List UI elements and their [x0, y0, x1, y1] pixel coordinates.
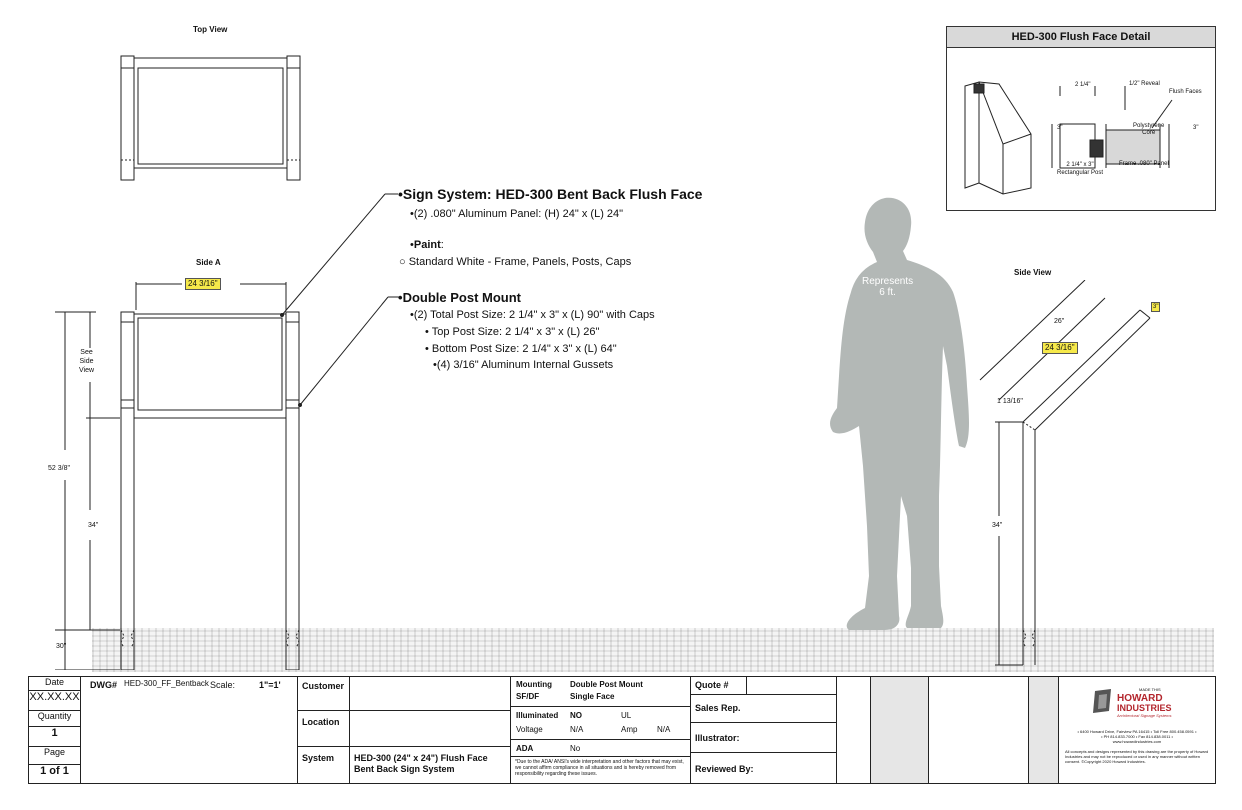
reviewed-cell: [691, 753, 837, 783]
detail-core-label: Polystyrene Core: [1133, 123, 1165, 136]
side-view-cap-dimension: 3": [1153, 304, 1159, 310]
howard-logo-mark: [1091, 689, 1113, 713]
ada-label: ADA: [516, 744, 534, 753]
sales-rep-cell: [691, 695, 837, 723]
paint-label: •Paint:: [410, 239, 444, 251]
side-view-offset-dimension: 1 13/16": [997, 398, 1023, 405]
company-logo-block: [1059, 677, 1215, 783]
sign-system-heading: •Sign System: HED-300 Bent Back Flush Face: [398, 186, 703, 202]
bottom-post-spec: • Bottom Post Size: 2 1/4" x 3" x (L) 64": [425, 343, 617, 355]
ada-value: No: [570, 744, 581, 753]
side-view-panel-dimension: 24 3/16": [1042, 342, 1078, 354]
quantity-label: Quantity: [29, 711, 81, 727]
flush-face-detail-panel: [946, 26, 1216, 211]
scale-label: Scale:: [210, 680, 236, 690]
logo-name-2: INDUSTRIES: [1117, 703, 1172, 713]
see-side-view-note: See Side View: [79, 349, 95, 374]
silhouette-label: Represents 6 ft.: [862, 276, 914, 298]
detail-height-left: 3": [1057, 125, 1063, 131]
bury-depth-dimension: 30": [56, 643, 67, 650]
system-label: System: [302, 753, 335, 763]
gussets-spec: •(4) 3/16" Aluminum Internal Gussets: [433, 359, 614, 371]
customer-field[interactable]: [350, 677, 511, 711]
sfdf-value: Single Face: [570, 692, 615, 701]
callout-leaders: [270, 185, 410, 415]
reviewed-label: Reviewed By:: [695, 764, 754, 774]
logo-top-text: MADE THIS: [1139, 687, 1161, 692]
mounting-value: Double Post Mount: [570, 680, 643, 689]
quantity-value: 1: [29, 727, 81, 747]
quote-field[interactable]: [747, 677, 837, 695]
copyright-notice: All concepts and designs represented by this drawing are the property of Howard Industries and may not be reproduced or used in any manner without written consent. ©Copyright 2020 Howard Industries.: [1065, 749, 1209, 764]
illustrator-cell: [691, 723, 837, 753]
detail-width-dimension: 2 1/4": [1075, 82, 1091, 88]
sales-rep-label: Sales Rep.: [695, 703, 741, 713]
logo-tagline: Architectural Signage Systems: [1117, 713, 1172, 718]
location-label: Location: [302, 717, 340, 727]
mounting-label: Mounting: [516, 680, 552, 689]
system-label-cell: [298, 747, 350, 783]
mounting-block: [511, 677, 691, 783]
detail-drawing: [947, 48, 1215, 208]
detail-frame-caption: Frame .080" Panel: [1119, 161, 1169, 167]
title-block: [28, 676, 1216, 784]
amp-value: N/A: [657, 725, 671, 734]
side-view-height-dimension: 34": [992, 522, 1003, 529]
blank-column-4: [1029, 677, 1059, 783]
location-label-cell: [298, 711, 350, 747]
quote-label-cell: [691, 677, 747, 695]
panel-spec: •(2) .080" Aluminum Panel: (H) 24" x (L) 24": [410, 208, 624, 220]
page-label: Page: [29, 747, 81, 765]
side-a-title: Side A: [196, 258, 221, 267]
side-view-drawing: [975, 280, 1175, 670]
location-field[interactable]: [350, 711, 511, 747]
top-view-drawing: [110, 50, 310, 185]
human-silhouette: [815, 196, 985, 632]
mount-heading: •Double Post Mount: [398, 290, 521, 305]
voltage-value: N/A: [570, 725, 584, 734]
dwg-label: DWG#: [90, 680, 117, 690]
ul-label: UL: [621, 711, 632, 720]
illuminated-value: NO: [570, 711, 582, 720]
dwg-value: HED-300_FF_Bentback: [124, 679, 209, 688]
date-value: XX.XX.XX: [29, 691, 81, 711]
detail-title: HED-300 Flush Face Detail: [947, 27, 1215, 48]
sfdf-label: SF/DF: [516, 692, 540, 701]
side-view-post-dimension: 26": [1054, 318, 1065, 325]
voltage-label: Voltage: [516, 725, 543, 734]
top-view-title: Top View: [193, 25, 228, 34]
dwg-area: [81, 677, 298, 783]
blank-column-1: [837, 677, 871, 783]
detail-reveal-label: 1/2" Reveal: [1129, 81, 1160, 87]
top-post-spec: • Top Post Size: 2 1/4" x 3" x (L) 26": [425, 326, 600, 338]
detail-flush-faces-label: Flush Faces: [1169, 89, 1202, 95]
ada-disclaimer: *Due to the ADA/ ANSI's wide interpretation and other factors that may exist, we cannot affirm compliance in all situations and is hereby removed from responsibility regarding these issues.: [515, 759, 684, 777]
side-view-title: Side View: [1014, 268, 1052, 277]
company-address: • 6400 Howard Drive, Fairview PA 16415 • Toll Free 800.458.0591 • • PH 814.833.7000 • Fax 814.838.0011 • www.howardindustries.com: [1077, 729, 1197, 744]
amp-label: Amp: [621, 725, 638, 734]
date-label: Date: [29, 677, 81, 691]
detail-height-right: 3": [1193, 125, 1199, 131]
illuminated-label: Illuminated: [516, 711, 559, 720]
post-height-dimension: 34": [88, 522, 99, 529]
blank-column-3: [929, 677, 1029, 783]
side-a-width-dimension: 24 3/16": [185, 278, 221, 290]
blank-column-2: [871, 677, 929, 783]
total-post-spec: •(2) Total Post Size: 2 1/4" x 3" x (L) 90" with Caps: [410, 309, 655, 321]
page-value: 1 of 1: [29, 765, 81, 783]
system-value: HED-300 (24" x 24") Flush Face Bent Back Sign System: [350, 747, 511, 783]
paint-spec: ○ Standard White - Frame, Panels, Posts, Caps: [399, 256, 632, 268]
detail-post-caption: 2 1/4" x 3" Rectangular Post: [1057, 162, 1104, 176]
customer-label: Customer: [302, 681, 345, 691]
customer-label-cell: [298, 677, 350, 711]
illustrator-label: Illustrator:: [695, 733, 740, 743]
logo-name-1: HOWARD: [1117, 693, 1163, 704]
overall-height-dimension: 52 3/8": [48, 465, 70, 472]
scale-value: 1"=1': [259, 680, 281, 690]
quote-label: Quote #: [695, 680, 729, 690]
